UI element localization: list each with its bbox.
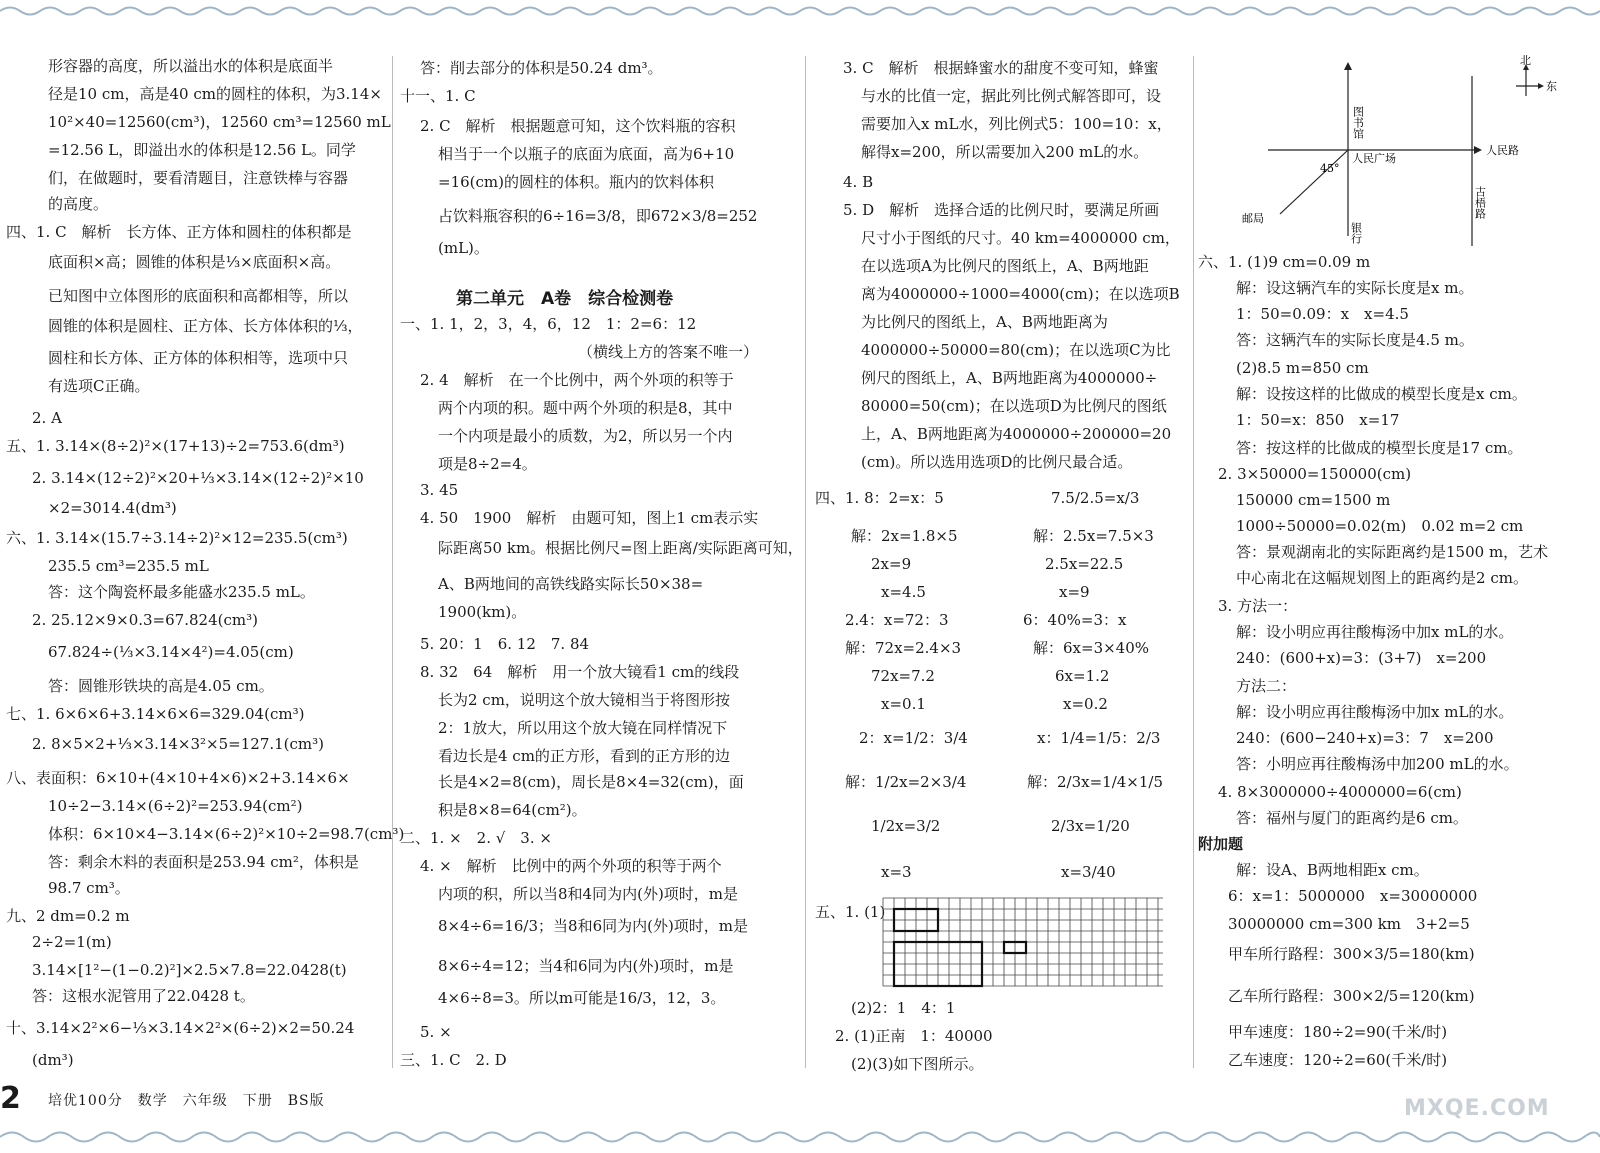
text-line: 际距离50 km。根据比例尺=图上距离/实际距离可知，	[438, 539, 803, 557]
equation: 6x=1.2	[1055, 667, 1110, 685]
text-line: 4. × 解析 比例中的两个外项的积等于两个	[420, 857, 722, 875]
text-line: 十一、1. C	[400, 87, 476, 105]
map-figure	[1242, 54, 1598, 246]
text-line: 附加题	[1198, 835, 1244, 853]
text-line: 4. 8×3000000÷4000000=6(cm)	[1218, 783, 1462, 801]
text-line: 2. 25.12×9×0.3=67.824(cm³)	[32, 611, 258, 629]
equation: 2.5x=22.5	[1045, 555, 1124, 573]
equation: 解：2.5x=7.5×3	[1033, 527, 1154, 545]
text-line: (2)8.5 m=850 cm	[1236, 359, 1369, 377]
text-line: 甲车速度：180÷2=90(千米/时)	[1228, 1023, 1448, 1041]
text-line: （横线上方的答案不唯一）	[578, 343, 759, 361]
text-line: 方法二：	[1236, 677, 1297, 695]
text-line: 2. 4 解析 在一个比例中，两个外项的积等于	[420, 371, 734, 389]
text-line: 80000=50(cm)；在以选项D为比例尺的图纸	[861, 397, 1167, 415]
text-line: 98.7 cm³。	[48, 879, 130, 897]
text-line: 4×6÷8=3。所以m可能是16/3，12，3。	[438, 989, 726, 1007]
text-line: 形容器的高度，所以溢出水的体积是底面半	[48, 57, 334, 75]
text-line: 积是8×8=64(cm²)。	[438, 801, 587, 819]
column-separator	[1193, 56, 1194, 1068]
text-line: 2. (1)正南 1：40000	[835, 1027, 993, 1045]
text-line: 三、1. C 2. D	[400, 1051, 507, 1069]
text-line: 解：设按这样的比做成的模型长度是x cm。	[1236, 385, 1527, 403]
text-line: 为比例尺的图纸上，A、B两地距离为	[861, 313, 1108, 331]
text-line: 3. 45	[420, 481, 459, 499]
text-line: 4000000÷50000=80(cm)；在以选项C为比	[861, 341, 1171, 359]
text-line: 5. 20：1 6. 12 7. 84	[420, 635, 590, 653]
text-line: 相当于一个以瓶子的底面为底面，高为6+10	[438, 145, 735, 163]
library-label: 图书馆	[1351, 106, 1365, 139]
text-line: 2. C 解析 根据题意可知，这个饮料瓶的容积	[420, 117, 736, 135]
text-line: 6：x=1：5000000 x=30000000	[1228, 887, 1478, 905]
text-line: 答：这辆汽车的实际长度是4.5 m。	[1236, 331, 1474, 349]
text-line: 240：(600+x)=3：(3+7) x=200	[1236, 649, 1487, 667]
text-line: 答：小明应再往酸梅汤中加200 mL的水。	[1236, 755, 1519, 773]
text-line: 底面积×高；圆锥的体积是⅓×底面积×高。	[48, 253, 341, 271]
equation: 1/2x=3/2	[871, 817, 941, 835]
text-line: 与水的比值一定，据此列比例式解答即可，设	[861, 87, 1162, 105]
text-line: 235.5 cm³=235.5 mL	[48, 557, 209, 575]
text-line: 解得x=200，所以需要加入200 mL的水。	[861, 143, 1149, 161]
text-line: 看边长是4 cm的正方形，看到的正方形的边	[438, 747, 730, 765]
text-line: 2. A	[32, 409, 62, 427]
text-line: 一、1. 1，2，3，4，6，12 1：2=6：12	[400, 315, 697, 333]
text-line: 七、1. 6×6×6+3.14×6×6=329.04(cm³)	[6, 705, 305, 723]
text-line: 一个内项是最小的质数，为2，所以另一个内	[438, 427, 733, 445]
text-line: 占饮料瓶容积的6÷16=3/8，即672×3/8=252	[438, 207, 758, 225]
text-line: 2. 8×5×2+⅓×3.14×3²×5=127.1(cm³)	[32, 735, 325, 753]
bank-label: 银行	[1349, 222, 1363, 244]
text-line: 解：设这辆汽车的实际长度是x m。	[1236, 279, 1474, 297]
angle-label: 45°	[1320, 162, 1340, 175]
text-line: 圆柱和长方体、正方体的体积相等，选项中只	[48, 349, 349, 367]
text-line: 四、1. C 解析 长方体、正方体和圆柱的体积都是	[6, 223, 352, 241]
text-line: 们，在做题时，要看清题目，注意铁棒与容器	[48, 169, 349, 187]
text-line: 240：(600−240+x)=3：7 x=200	[1236, 729, 1494, 747]
equation: x=9	[1059, 583, 1090, 601]
text-line: 2. 3×50000=150000(cm)	[1218, 465, 1412, 483]
text-line: 二、1. × 2. √ 3. ×	[400, 829, 552, 847]
text-line: 解：设小明应再往酸梅汤中加x mL的水。	[1236, 623, 1514, 641]
equation: 四、1. 8：2=x：5	[815, 489, 944, 507]
text-line: 2÷2=1(m)	[32, 933, 112, 951]
text-line: 4. B	[843, 173, 874, 191]
section-title: 第二单元 A卷 综合检测卷	[456, 289, 674, 309]
text-line: 有选项C正确。	[48, 377, 150, 395]
text-line: 5. D 解析 选择合适的比例尺时，要满足所画	[843, 201, 1160, 219]
equation: 2：x=1/2：3/4	[859, 729, 968, 747]
equation: 解：2/3x=1/4×1/5	[1027, 773, 1164, 791]
text-line: 解：设A、B两地相距x cm。	[1236, 861, 1429, 879]
text-line: 五、1. (1)	[815, 903, 886, 921]
text-line: =16(cm)的圆柱的体积。瓶内的饮料体积	[438, 173, 714, 191]
grid-figure	[883, 898, 1163, 988]
text-line: 2：1放大，所以用这个放大镜在同样情况下	[438, 719, 728, 737]
text-line: =12.56 L，即溢出水的体积是12.56 L。同学	[48, 141, 356, 159]
text-line: 150000 cm=1500 m	[1236, 491, 1391, 509]
equation: 解：1/2x=2×3/4	[845, 773, 967, 791]
square-label: 人民广场	[1352, 152, 1396, 165]
top-wave-border	[0, 0, 1600, 22]
equation: x=3/40	[1061, 863, 1116, 881]
text-line: A、B两地间的高铁线路实际长50×38=	[438, 575, 704, 593]
post-label: 邮局	[1242, 212, 1264, 225]
text-line: 径是10 cm，高是40 cm的圆柱的体积，为3.14×	[48, 85, 382, 103]
text-line: 九、2 dm=0.2 m	[6, 907, 130, 925]
text-line: 1：50=x：850 x=17	[1236, 411, 1400, 429]
text-line: 3. C 解析 根据蜂蜜水的甜度不变可知，蜂蜜	[843, 59, 1159, 77]
north-label: 北	[1520, 54, 1531, 67]
text-line: 五、1. 3.14×(8÷2)²×(17+13)÷2=753.6(dm³)	[6, 437, 345, 455]
text-line: 答：圆锥形铁块的高是4.05 cm。	[48, 677, 274, 695]
text-line: 1000÷50000=0.02(m) 0.02 m=2 cm	[1236, 517, 1524, 535]
text-line: 需要加入x mL水，列比例式5：100=10：x，	[861, 115, 1172, 133]
equation: 解：2x=1.8×5	[851, 527, 958, 545]
page-number: 2	[0, 1081, 21, 1116]
column-separator	[392, 56, 393, 1068]
text-line: 上，A、B两地距离为4000000÷200000=20	[861, 425, 1172, 443]
equation: 72x=7.2	[871, 667, 935, 685]
east-label: 东	[1546, 80, 1557, 93]
text-line: 3. 方法一：	[1218, 597, 1298, 615]
text-line: 答：景观湖南北的实际距离约是1500 m，艺术	[1236, 543, 1549, 561]
text-line: (dm³)	[32, 1051, 74, 1069]
text-line: 67.824÷(⅓×3.14×4²)=4.05(cm)	[48, 643, 294, 661]
text-line: 乙车速度：120÷2=60(千米/时)	[1228, 1051, 1448, 1069]
text-line: 4. 50 1900 解析 由题可知，图上1 cm表示实	[420, 509, 759, 527]
watermark: MXQE.COM	[1404, 1096, 1550, 1121]
text-line: (mL)。	[438, 239, 489, 257]
text-line: 8×6÷4=12；当4和6同为内(外)项时，m是	[438, 957, 734, 975]
equation: 2/3x=1/20	[1051, 817, 1130, 835]
text-line: 已知图中立体图形的底面积和高都相等，所以	[48, 287, 349, 305]
street-label: 古梧路	[1473, 186, 1487, 219]
column-separator	[805, 56, 806, 1068]
text-line: 项是8÷2=4。	[438, 455, 537, 473]
text-line: 两个内项的积。题中两个外项的积是8，其中	[438, 399, 733, 417]
equation: x=3	[881, 863, 912, 881]
equation: 2x=9	[871, 555, 912, 573]
text-line: 乙车所行路程：300×2/5=120(km)	[1228, 987, 1475, 1005]
text-line: (2)2：1 4：1	[851, 999, 956, 1017]
text-line: 长为2 cm，说明这个放大镜相当于将图形按	[438, 691, 730, 709]
text-line: 离为4000000÷1000=4000(cm)；在以选项B	[861, 285, 1180, 303]
text-line: 甲车所行路程：300×3/5=180(km)	[1228, 945, 1475, 963]
equation: 解：72x=2.4×3	[845, 639, 962, 657]
text-line: 1900(km)。	[438, 603, 527, 621]
text-line: 八、表面积：6×10+(4×10+4×6)×2+3.14×6×	[6, 769, 350, 787]
text-line: 十、3.14×2²×6−⅓×3.14×2²×(6÷2)×2=50.24	[6, 1019, 355, 1037]
text-line: 答：按这样的比做成的模型长度是17 cm。	[1236, 439, 1523, 457]
text-line: 中心南北在这幅规划图上的距离约是2 cm。	[1236, 569, 1528, 587]
text-line: 10²×40=12560(cm³)，12560 cm³=12560 mL	[48, 113, 391, 131]
text-line: 答：削去部分的体积是50.24 dm³。	[420, 59, 663, 77]
text-line: 答：福州与厦门的距离约是6 cm。	[1236, 809, 1468, 827]
text-line: 8. 32 64 解析 用一个放大镜看1 cm的线段	[420, 663, 740, 681]
text-line: 1：50=0.09：x x=4.5	[1236, 305, 1409, 323]
text-line: 5. ×	[420, 1023, 452, 1041]
bottom-wave-border	[0, 1122, 1600, 1153]
equation: 7.5/2.5=x/3	[1051, 489, 1140, 507]
equation: x=0.2	[1063, 695, 1108, 713]
text-line: 六、1. (1)9 cm=0.09 m	[1198, 253, 1371, 271]
text-line: 在以选项A为比例尺的图纸上，A、B两地距	[861, 257, 1149, 275]
footer-text: 培优100分 数学 六年级 下册 BS版	[48, 1093, 325, 1109]
equation: 6：40%=3：x	[1023, 611, 1127, 629]
text-line: 解：设小明应再往酸梅汤中加x mL的水。	[1236, 703, 1514, 721]
text-line: 30000000 cm=300 km 3+2=5	[1228, 915, 1470, 933]
equation: 2.4：x=72：3	[845, 611, 949, 629]
text-line: 长是4×2=8(cm)，周长是8×4=32(cm)，面	[438, 773, 744, 791]
text-line: ×2=3014.4(dm³)	[48, 499, 177, 517]
text-line: 例尺的图纸上，A、B两地距离为4000000÷	[861, 369, 1158, 387]
text-line: (2)(3)如下图所示。	[851, 1055, 984, 1073]
text-line: 的高度。	[48, 195, 109, 213]
text-line: 内项的积，所以当8和4同为内(外)项时，m是	[438, 885, 739, 903]
text-line: 答：这个陶瓷杯最多能盛水235.5 mL。	[48, 583, 315, 601]
equation: x=0.1	[881, 695, 926, 713]
equation: x：1/4=1/5：2/3	[1037, 729, 1161, 747]
text-line: (cm)。所以选用选项D的比例尺最合适。	[861, 453, 1133, 471]
equation: x=4.5	[881, 583, 926, 601]
text-line: 2. 3.14×(12÷2)²×20+⅓×3.14×(12÷2)²×10	[32, 469, 364, 487]
equation: 解：6x=3×40%	[1033, 639, 1150, 657]
text-line: 3.14×[1²−(1−0.2)²]×2.5×7.8=22.0428(t)	[32, 961, 347, 979]
text-line: 8×4÷6=16/3；当8和6同为内(外)项时，m是	[438, 917, 749, 935]
text-line: 体积：6×10×4−3.14×(6÷2)²×10÷2=98.7(cm³)	[48, 825, 405, 843]
text-line: 答：剩余木料的表面积是253.94 cm²，体积是	[48, 853, 359, 871]
text-line: 圆锥的体积是圆柱、正方体、长方体体积的⅓，	[48, 317, 363, 335]
text-line: 六、1. 3.14×(15.7÷3.14÷2)²×12=235.5(cm³)	[6, 529, 348, 547]
text-line: 10÷2−3.14×(6÷2)²=253.94(cm²)	[48, 797, 303, 815]
road-label: 人民路	[1486, 144, 1519, 157]
text-line: 答：这根水泥管用了22.0428 t。	[32, 987, 255, 1005]
text-line: 尺寸小于图纸的尺寸。40 km=4000000 cm，	[861, 229, 1180, 247]
